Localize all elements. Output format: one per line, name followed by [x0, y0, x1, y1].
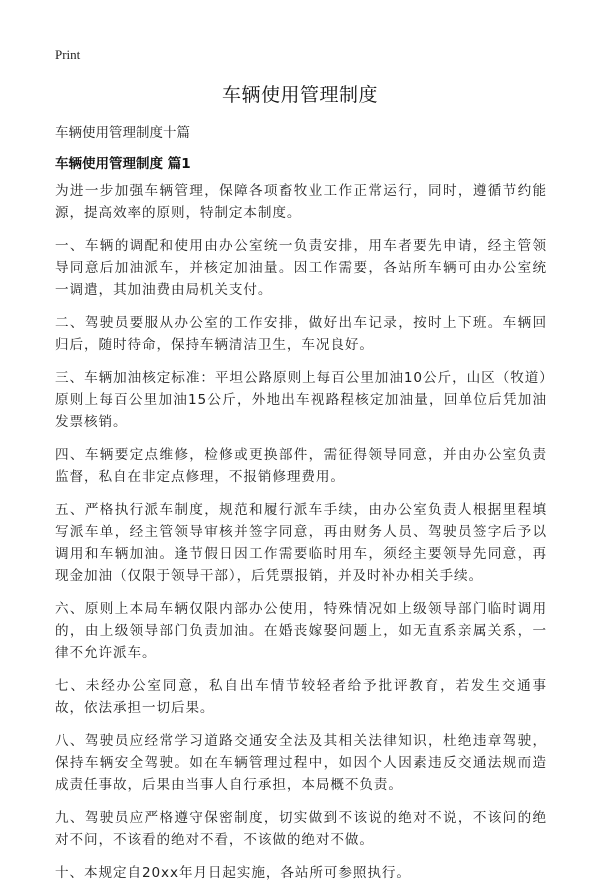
section-heading: 车辆使用管理制度 篇1	[55, 156, 191, 172]
paragraph-clause-5: 五、严格执行派车制度，规范和履行派车手续，由办公室负责人根据里程填写派车单，经主管领导审核并签字同意，再由财务人员、驾驶员签字后予以调用和车辆加油。逢节假日因工作需要临时用车，须经主要领导先同意，再现金加油（仅限于领导干部），后凭票报销，并及时补办相关手续。	[55, 502, 547, 584]
document-body	[55, 180, 547, 895]
paragraph-clause-3: 三、车辆加油核定标准：平坦公路原则上每百公里加油10公斤，山区（牧道）原则上每百公里加油15公斤，外地出车视路程核定加油量，回单位后凭加油发票核销。	[55, 370, 547, 430]
paragraph-clause-4: 四、车辆要定点维修，检修或更换部件，需征得领导同意，并由办公室负责监督，私自在非定点修理，不报销修理费用。	[55, 447, 547, 485]
paragraph-clause-8: 八、驾驶员应经常学习道路交通安全法及其相关法律知识，杜绝违章驾驶，保持车辆安全驾驶。如在车辆管理过程中，如因个人因素违反交通法规而造成责任事故，后果由当事人自行承担，本局概不负责。	[55, 733, 547, 793]
paragraph-clause-10: 十、本规定自20xx年月日起实施，各站所可参照执行。	[55, 865, 411, 881]
document-title: 车辆使用管理制度	[221, 84, 378, 106]
paragraph-clause-2: 二、驾驶员要服从办公室的工作安排，做好出车记录，按时上下班。车辆回归后，随时待命，保持车辆清洁卫生，车况良好。	[55, 315, 547, 353]
paragraph-clause-6: 六、原则上本局车辆仅限内部办公使用，特殊情况如上级领导部门临时调用的，由上级领导部门负责加油。在婚丧嫁娶问题上，如无直系亲属关系，一律不允许派车。	[55, 601, 547, 661]
document-subtitle: 车辆使用管理制度十篇	[55, 125, 190, 141]
print-label: Print	[55, 47, 81, 62]
paragraph-clause-9: 九、驾驶员应严格遵守保密制度，切实做到不该说的绝对不说，不该问的绝对不问，不该看的绝对不看，不该做的绝对不做。	[55, 810, 547, 848]
paragraph-clause-1: 一、车辆的调配和使用由办公室统一负责安排，用车者要先申请，经主管领导同意后加油派车，并核定加油量。因工作需要，各站所车辆可由办公室统一调遣，其加油费由局机关支付。	[55, 238, 547, 298]
paragraph-clause-7: 七、未经办公室同意，私自出车情节较轻者给予批评教育，若发生交通事故，依法承担一切后果。	[55, 678, 547, 716]
paragraph-intro: 为进一步加强车辆管理，保障各项畜牧业工作正常运行，同时，遵循节约能源，提高效率的原则，特制定本制度。	[55, 183, 547, 221]
